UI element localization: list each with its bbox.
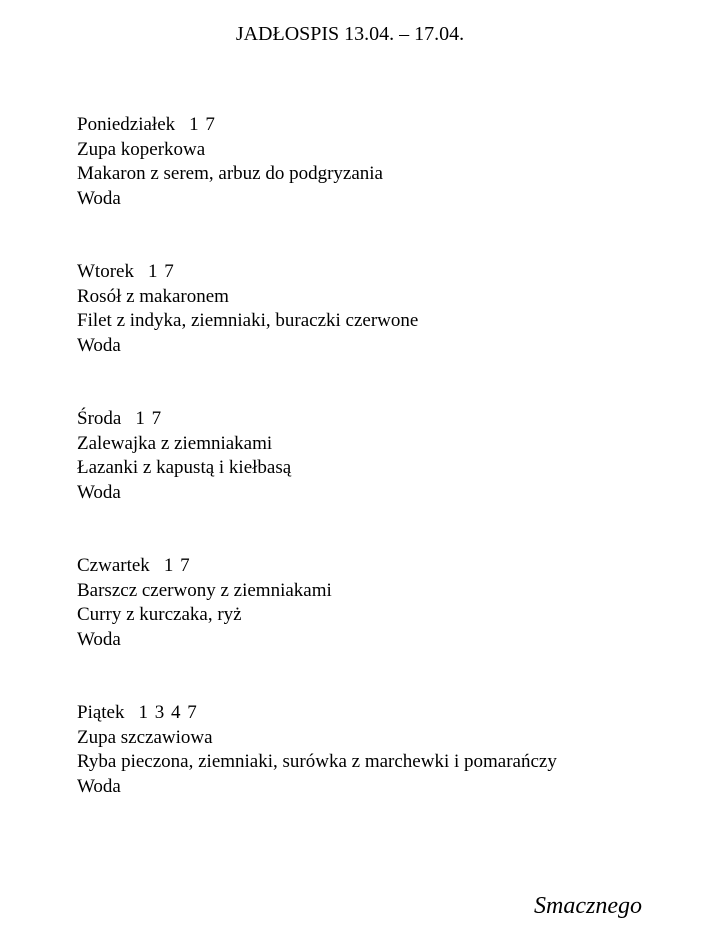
day-header bbox=[77, 554, 332, 579]
day-name: Czwartek bbox=[77, 555, 150, 576]
main-dish-item: Łazanki z kapustą i kiełbasą bbox=[77, 457, 292, 478]
soup-item: Zupa koperkowa bbox=[77, 138, 206, 160]
day-tuesday bbox=[77, 260, 418, 358]
main-dish-item: Makaron z serem, arbuz do podgryzania bbox=[77, 163, 383, 184]
soup-item: Rosół z makaronem bbox=[77, 285, 229, 307]
soup-item: Zupa szczawiowa bbox=[77, 726, 213, 748]
day-wednesday bbox=[77, 407, 291, 505]
day-name: Środa bbox=[77, 408, 122, 429]
menu-title: JADŁOSPIS 13.04. – 17.04. bbox=[235, 23, 465, 45]
drink-item: Woda bbox=[77, 187, 121, 209]
drink-item: Woda bbox=[77, 775, 121, 797]
main-dish-item: Ryba pieczona, ziemniaki, surówka z marchewki i pomarańczy bbox=[77, 751, 557, 772]
drink-item: Woda bbox=[77, 334, 121, 356]
allergen-codes: 1 7 bbox=[163, 555, 190, 576]
closing-greeting: Smacznego bbox=[534, 893, 642, 919]
day-header bbox=[77, 260, 418, 285]
allergen-codes: 1 7 bbox=[147, 261, 174, 282]
day-thursday bbox=[77, 554, 332, 652]
allergen-codes: 1 7 bbox=[189, 114, 215, 135]
day-monday bbox=[77, 113, 383, 211]
main-dish-item: Curry z kurczaka, ryż bbox=[77, 604, 242, 625]
main-dish-item: Filet z indyka, ziemniaki, buraczki czerwone bbox=[77, 310, 419, 331]
allergen-codes: 1 3 4 7 bbox=[138, 702, 197, 723]
day-name: Wtorek bbox=[77, 261, 134, 282]
day-header bbox=[77, 701, 557, 726]
day-name: Piątek bbox=[77, 702, 125, 723]
allergen-codes: 1 7 bbox=[135, 408, 162, 429]
soup-item: Barszcz czerwony z ziemniakami bbox=[77, 579, 332, 601]
day-name: Poniedziałek bbox=[77, 114, 176, 135]
day-header bbox=[77, 407, 291, 432]
day-header bbox=[77, 113, 383, 138]
drink-item: Woda bbox=[77, 481, 121, 503]
soup-item: Zalewajka z ziemniakami bbox=[77, 432, 273, 454]
day-friday bbox=[77, 701, 557, 799]
drink-item: Woda bbox=[77, 628, 121, 650]
